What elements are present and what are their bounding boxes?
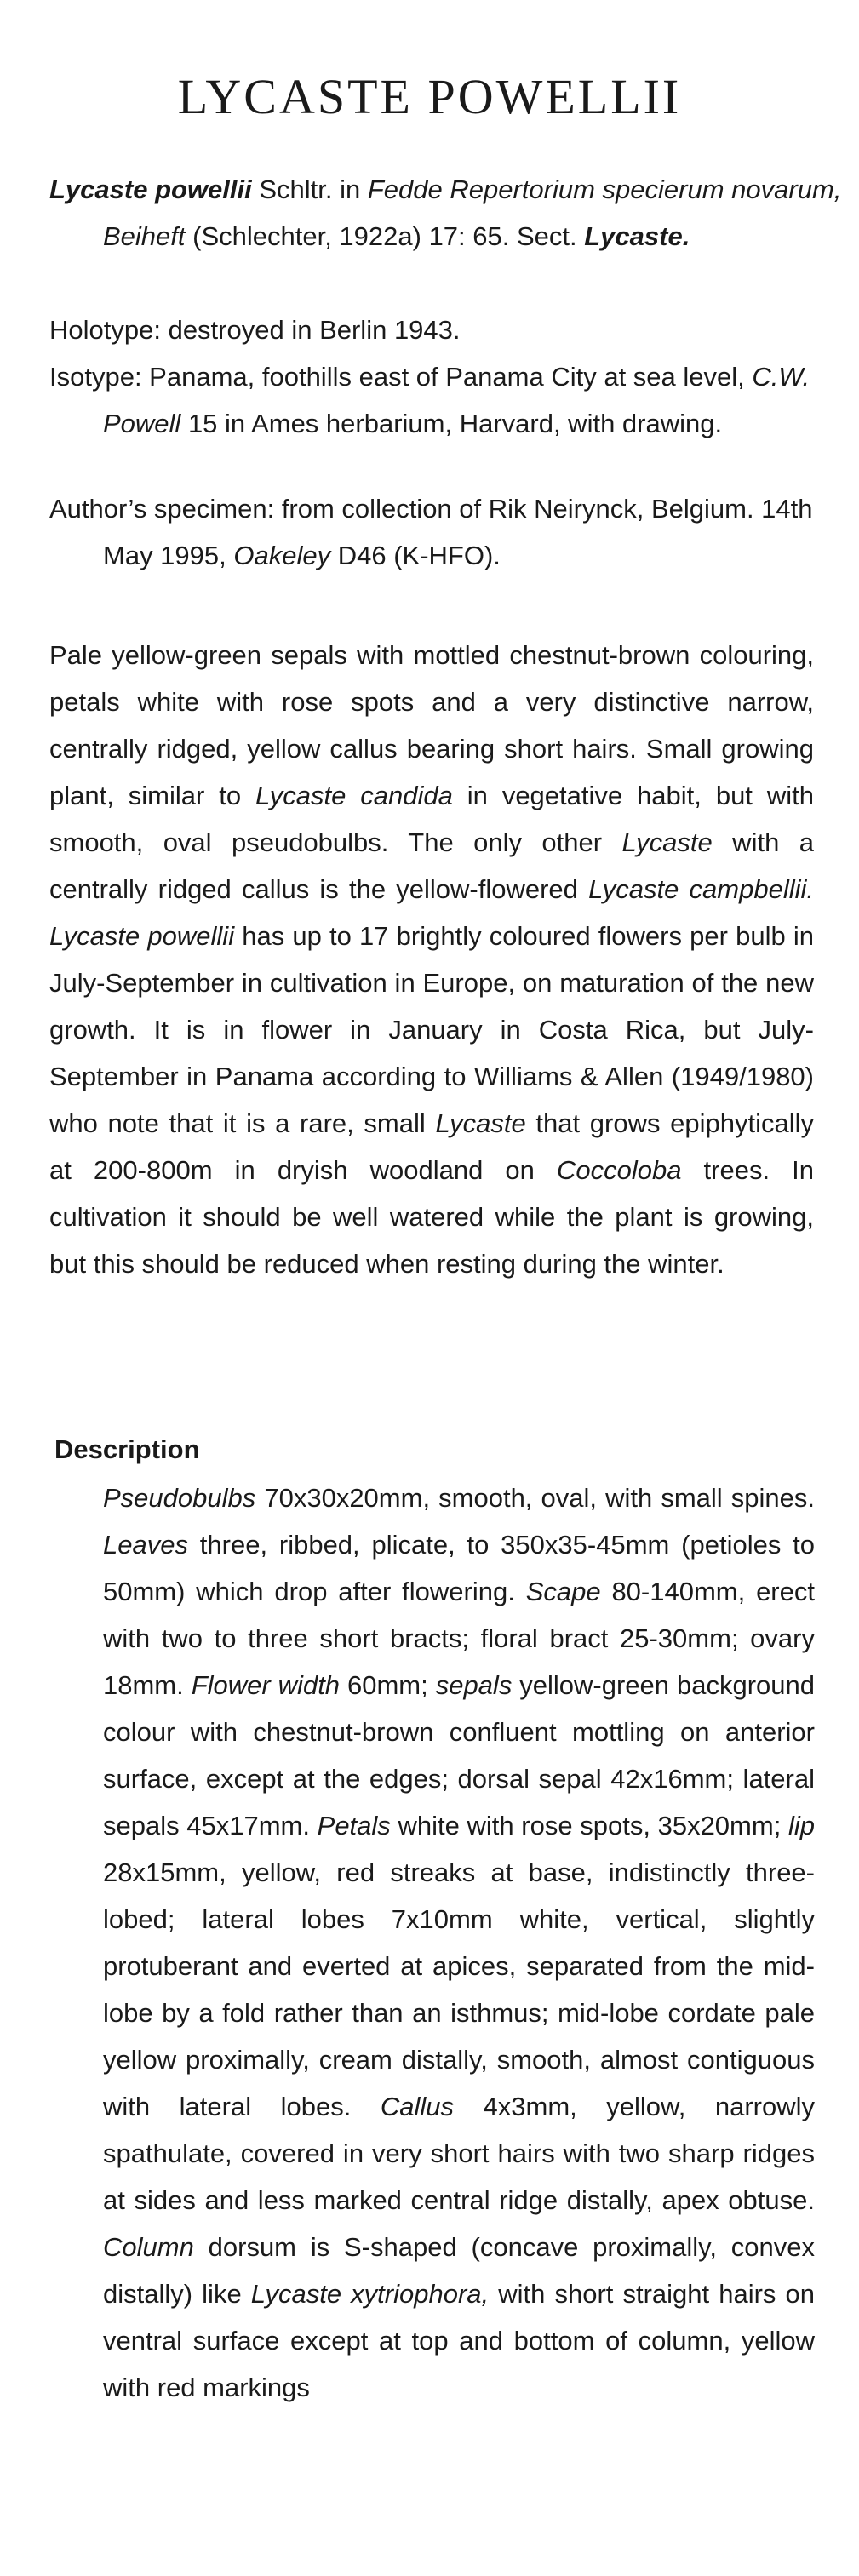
intro-text: Pale yellow-green sepals with mottled chestnut-brown colouring, petals white with rose spots and a very distinctive narrow, centrally ridged, yellow callus bearing short hairs. Small growing plant, similar to [49,640,814,810]
species-ref: Lycaste campbellii. [588,874,814,904]
author-specimen-text: Author’s specimen: from collection of Rik Neirynck, Belgium. 14th May 1995, [49,494,813,570]
citation-publication: Fedde Repertorium specierum novarum, Beiheft [103,175,842,251]
description-heading: Description [54,1434,200,1464]
description-text: dorsum is S-shaped (concave proximally, convex distally) like [103,2232,815,2309]
species-ref: Lycaste xytriophora, [250,2279,490,2309]
intro-text: with a centrally ridged callus is the yellow-flowered [49,827,814,904]
description-term: Flower width [191,1670,341,1700]
species-ref: Lycaste candida [255,781,453,810]
intro-text: in vegetative habit, but with smooth, oval pseudobulbs. The only other [49,781,814,857]
description-text: 70x30x20mm, smooth, oval, with small spines. [255,1483,815,1513]
author-specimen-text-end: D46 (K-HFO). [330,541,501,570]
genus-ref: Lycaste [621,827,713,857]
citation-details: (Schlechter, 1922a) 17: 65. Sect. [185,221,585,251]
author-specimen-collector: Oakeley [233,541,331,570]
isotype-entry [49,353,859,447]
intro-text: trees. In cultivation it should be well watered while the plant is growing, but this should be reduced when resting during the winter. [49,1155,814,1279]
genus-ref: Lycaste [435,1108,526,1138]
description-text: with short straight hairs on ventral surface except at top and bottom of column, yellow with red markings [103,2279,815,2402]
isotype-text: Isotype: Panama, foothills east of Panama City at sea level, [49,362,753,392]
description-text: three, ribbed, plicate, to 350x35-45mm (petioles to 50mm) which drop after flowering. [103,1530,815,1606]
description-term: Petals [317,1811,391,1840]
description-text: 80-140mm, erect with two to three short bracts; floral bract 25-30mm; ovary 18mm. [103,1577,815,1700]
holotype-entry: Holotype: destroyed in Berlin 1943. [49,315,461,345]
description-term: lip [787,1811,815,1840]
intro-text: that grows epiphytically at 200-800m in dryish woodland on [49,1108,814,1185]
species-name: Lycaste powellii [49,175,252,204]
species-ref: Lycaste powellii [49,921,235,951]
description-term: Column [103,2232,194,2262]
description-term: Pseudobulbs [103,1483,256,1513]
description-text: 4x3mm, yellow, narrowly spathulate, covered in very short hairs with two sharp ridges at sides and less marked central ridge distally, apex obtuse. [103,2092,815,2215]
genus-ref: Coccoloba [556,1155,682,1185]
citation-section: Lycaste. [584,221,690,251]
description-text: 60mm; [340,1670,436,1700]
isotype-collector: C.W. Powell [103,362,810,438]
description-term: Scape [525,1577,601,1606]
description-text: yellow-green background colour with chestnut-brown confluent mottling on anterior surface, except at the edges; dorsal sepal 42x16mm; lateral sepals 45x17mm. [103,1670,815,1840]
page-title: LYCASTE POWELLII [177,69,682,124]
description-term: Callus [380,2092,454,2121]
description-body [103,1474,815,2411]
citation-author: Schltr. in [251,175,368,204]
description-term: Leaves [103,1530,188,1560]
intro-paragraph [49,632,814,1287]
isotype-text-end: 15 in Ames herbarium, Harvard, with drawing. [180,409,723,438]
citation-entry [49,166,859,260]
description-text: 28x15mm, yellow, red streaks at base, indistinctly three-lobed; lateral lobes 7x10mm white, vertical, slightly protuberant and everted at apices, separated from the mid-lobe by a fold rather than an isthmus; mid-lobe cordate pale yellow proximally, cream distally, smooth, almost contiguous with lateral lobes. [103,1858,815,2121]
description-term: sepals [435,1670,513,1700]
description-text: white with rose spots, 35x20mm; [390,1811,788,1840]
intro-text: has up to 17 brightly coloured flowers per bulb in July-September in cultivation in Europe, on maturation of the new growth. It is in flower in January in Costa Rica, but July-September in Panama according to Williams & Allen (1949/1980) who note that it is a rare, small [49,921,814,1138]
author-specimen-entry [49,485,859,579]
